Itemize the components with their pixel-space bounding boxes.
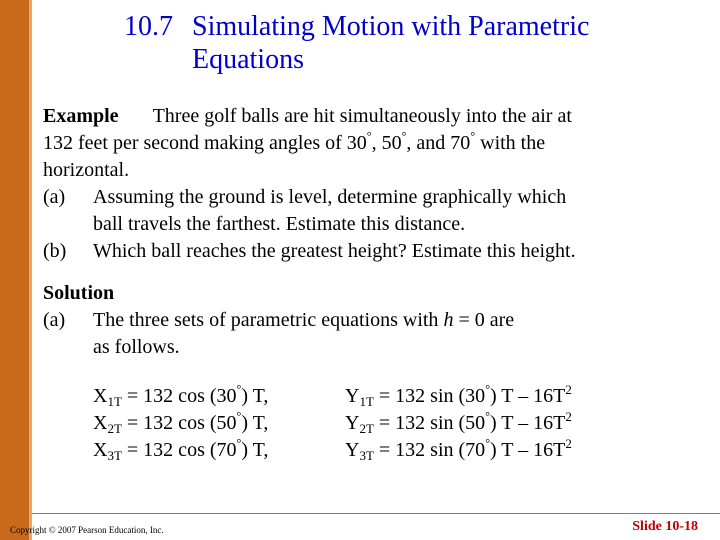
copyright-notice: Copyright © 2007 Pearson Education, Inc. — [10, 525, 164, 535]
equation-y1: $Y_{1T} = 132$ sin (30°) T – $16T^2$ — [345, 382, 572, 409]
example-line-1 — [43, 103, 572, 130]
solution-heading: Solution — [43, 282, 115, 304]
solution-a-line-2: as follows. — [93, 336, 180, 358]
example-label: Example — [43, 105, 119, 127]
title-text: Simulating Motion with Parametric Equations — [192, 11, 590, 75]
equation-y2: $Y_{2T} = 132$ sin (50°) T – $16T^2$ — [345, 409, 572, 436]
solution-a-label: (a) — [43, 309, 66, 331]
example-line-3: horizontal. — [43, 159, 130, 181]
left-accent-stripe — [0, 0, 29, 540]
solution-a-line-1: The three sets of parametric equations with h = 0 are — [93, 309, 515, 331]
equation-x1: $X_{1T} = 132$ cos (30°) T, — [93, 382, 269, 409]
variable-h: h — [443, 309, 454, 331]
equation-y3: $Y_{3T} = 132$ sin (70°) T – $16T^2$ — [345, 436, 572, 463]
slide-number: Slide 10-18 — [632, 519, 698, 534]
part-b-line-1: Which ball reaches the greatest height? Estimate this height. — [93, 240, 576, 262]
equation-x2: $X_{2T} = 132$ cos (50°) T, — [93, 409, 269, 436]
part-a-line-2: ball travels the farthest. Estimate this distance. — [93, 213, 466, 235]
part-a-label: (a) — [43, 186, 66, 208]
part-b-label: (b) — [43, 240, 67, 262]
left-accent-stripe-edge — [29, 0, 32, 540]
example-text-1: Three golf balls are hit simultaneously into the air at — [152, 105, 572, 127]
example-line-2: 132 feet per second making angles of 30°, 50°, and 70° with the — [43, 129, 546, 154]
footer-divider — [32, 513, 720, 514]
equation-x3: $X_{3T} = 132$ cos (70°) T, — [93, 436, 269, 463]
part-a-line-1: Assuming the ground is level, determine graphically which — [93, 186, 567, 208]
section-number: 10.7 — [124, 11, 173, 42]
